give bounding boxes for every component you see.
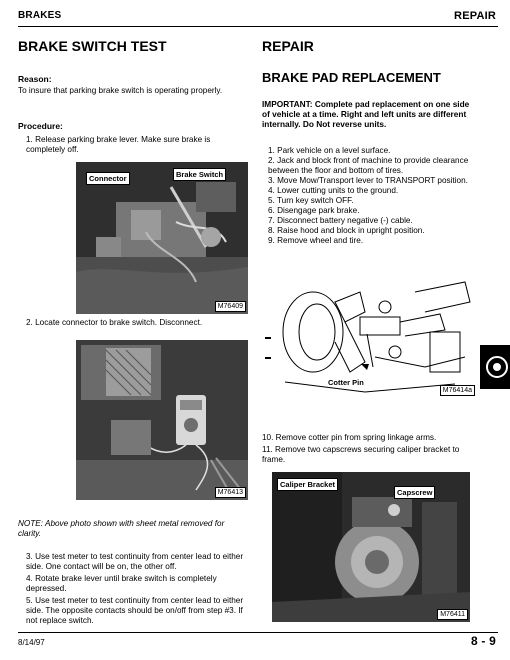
right-step-5: 5. Turn key switch OFF. xyxy=(268,196,354,205)
note-text: NOTE: Above photo shown with sheet metal removed for clarity. xyxy=(18,519,225,538)
right-step-9: 9. Remove wheel and tire. xyxy=(268,236,364,245)
right-step-11: 11. Remove two capscrews securing caliper bracket to frame. xyxy=(262,445,460,464)
procedure-label: Procedure: xyxy=(18,121,63,131)
caliper-photo xyxy=(272,472,470,622)
reason-label: Reason: xyxy=(18,74,52,84)
header-section: BRAKES xyxy=(18,10,62,21)
steps-after xyxy=(26,552,252,626)
connector-callout: Connector xyxy=(86,172,130,185)
right-step-6: 6. Disengage park brake. xyxy=(268,206,360,215)
photo2-id: M76413 xyxy=(215,487,246,498)
header-rule xyxy=(18,26,498,27)
photo1-id: M76409 xyxy=(215,301,246,312)
brake-switch-photo xyxy=(76,162,248,314)
brake-pad-title: BRAKE PAD REPLACEMENT xyxy=(262,70,441,85)
reason-text: To insure that parking brake switch is operating properly. xyxy=(18,86,223,95)
right-step-1: 1. Park vehicle on a level surface. xyxy=(268,146,391,155)
right-steps xyxy=(268,146,474,246)
capscrew-callout: Capscrew xyxy=(394,486,435,499)
right-step-8: 8. Raise hood and block in upright position. xyxy=(268,226,425,235)
cotter-pin-figure xyxy=(265,272,477,410)
footer-rule xyxy=(18,632,498,633)
step-5: 5. Use test meter to test continuity from center lead to either side. The opposite contacts should be on/off from step #3. If not replace switch. xyxy=(26,596,244,625)
left-section-title: BRAKE SWITCH TEST xyxy=(18,38,167,54)
right-step-10: 10. Remove cotter pin from spring linkage arms. xyxy=(262,433,437,442)
right-steps-b xyxy=(262,433,474,465)
step-4: 4. Rotate brake lever until brake switch is completely depressed. xyxy=(26,574,217,593)
cotter-pin-callout: Cotter Pin xyxy=(328,378,364,387)
test-meter-photo xyxy=(76,340,248,500)
figure-id: M76414a xyxy=(440,385,475,396)
caliper-bracket-callout: Caliper Bracket xyxy=(277,478,338,491)
step-2: 2. Locate connector to brake switch. Disconnect. xyxy=(26,318,203,327)
step-3: 3. Use test meter to test continuity from center lead to either side. One contact will be on, the other off. xyxy=(26,552,244,571)
right-step-4: 4. Lower cutting units to the ground. xyxy=(268,186,399,195)
brake-switch-callout: Brake Switch xyxy=(173,168,226,181)
footer-date: 8/14/97 xyxy=(18,638,45,647)
right-step-7: 7. Disconnect battery negative (-) cable. xyxy=(268,216,413,225)
test-meter-photo-art xyxy=(76,340,248,500)
header-chapter: REPAIR xyxy=(454,10,496,22)
right-section-title: REPAIR xyxy=(262,38,314,54)
step-1: 1. Release parking brake lever. Make sure brake is completely off. xyxy=(26,135,211,154)
right-step-2: 2. Jack and block front of machine to provide clearance between the floor and bottom of tires. xyxy=(268,156,469,175)
caliper-photo-art xyxy=(272,472,470,622)
important-note: IMPORTANT: Complete pad replacement on one side of vehicle at a time. Right and left units are different internally. Do Not reverse units. xyxy=(262,99,470,129)
section-tab-icon xyxy=(480,345,510,389)
right-step-3: 3. Move Mow/Transport lever to TRANSPORT position. xyxy=(268,176,468,185)
section-tab xyxy=(480,345,510,389)
page-number: 8 - 9 xyxy=(470,634,496,648)
photo3-id: M76411 xyxy=(437,609,468,620)
